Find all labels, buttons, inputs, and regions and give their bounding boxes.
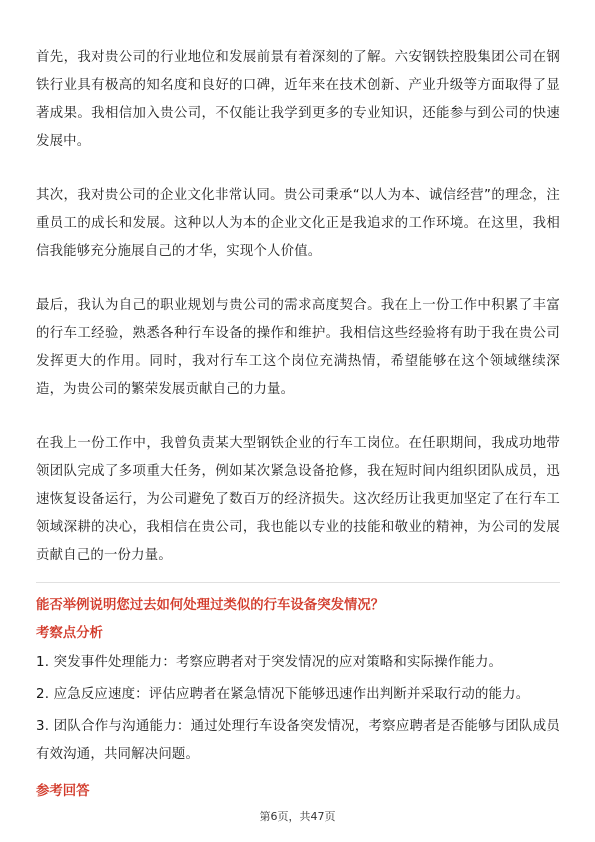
document-content: [36, 44, 560, 807]
analysis-heading: 考察点分析: [36, 626, 103, 641]
analysis-point-3: 3. 团队合作与沟通能力：通过处理行车设备突发情况，考察应聘者是否能够与团队成员有效沟通，共同解决问题。: [36, 719, 560, 762]
paragraph-3: 最后，我认为自己的职业规划与贵公司的需求高度契合。我在上一份工作中积累了丰富的行车工经验，熟悉各种行车设备的操作和维护。我相信这些经验将有助于我在贵公司发挥更大的作用。同时，我对行车工这个岗位充满热情，希望能够在这个领域继续深造，为贵公司的繁荣发展贡献自己的力量。: [36, 298, 560, 397]
question-heading: 能否举例说明您过去如何处理过类似的行车设备突发情况？: [36, 598, 385, 613]
page-number-footer: 第6页，共47页: [259, 810, 336, 823]
paragraph-2: 其次，我对贵公司的企业文化非常认同。贵公司秉承“以人为本、诚信经营”的理念，注重员工的成长和发展。这种以人为本的企业文化正是我追求的工作环境。在这里，我相信我能够充分施展自己的才华，实现个人价值。: [36, 188, 560, 259]
section-divider: [36, 582, 560, 583]
paragraph-1: 首先，我对贵公司的行业地位和发展前景有着深刻的了解。六安钢铁控股集团公司在钢铁行业具有极高的知名度和良好的口碑，近年来在技术创新、产业升级等方面取得了显著成果。我相信加入贵公司，不仅能让我学到更多的专业知识，还能参与到公司的快速发展中。: [36, 50, 560, 149]
paragraph-4: 在我上一份工作中，我曾负责某大型钢铁企业的行车工岗位。在任职期间，我成功地带领团队完成了多项重大任务，例如某次紧急设备抢修，我在短时间内组织团队成员，迅速恢复设备运行，为公司避免了数百万的经济损失。这次经历让我更加坚定了在行车工领域深耕的决心，我相信在贵公司，我也能以专业的技能和敬业的精神，为公司的发展贡献自己的一份力量。: [36, 436, 560, 563]
reference-answer-heading: 参考回答: [36, 784, 90, 799]
analysis-point-1: 1. 突发事件处理能力：考察应聘者对于突发情况的应对策略和实际操作能力。: [36, 655, 503, 670]
analysis-point-2: 2. 应急反应速度：评估应聘者在紧急情况下能够迅速作出判断并采取行动的能力。: [36, 687, 530, 702]
